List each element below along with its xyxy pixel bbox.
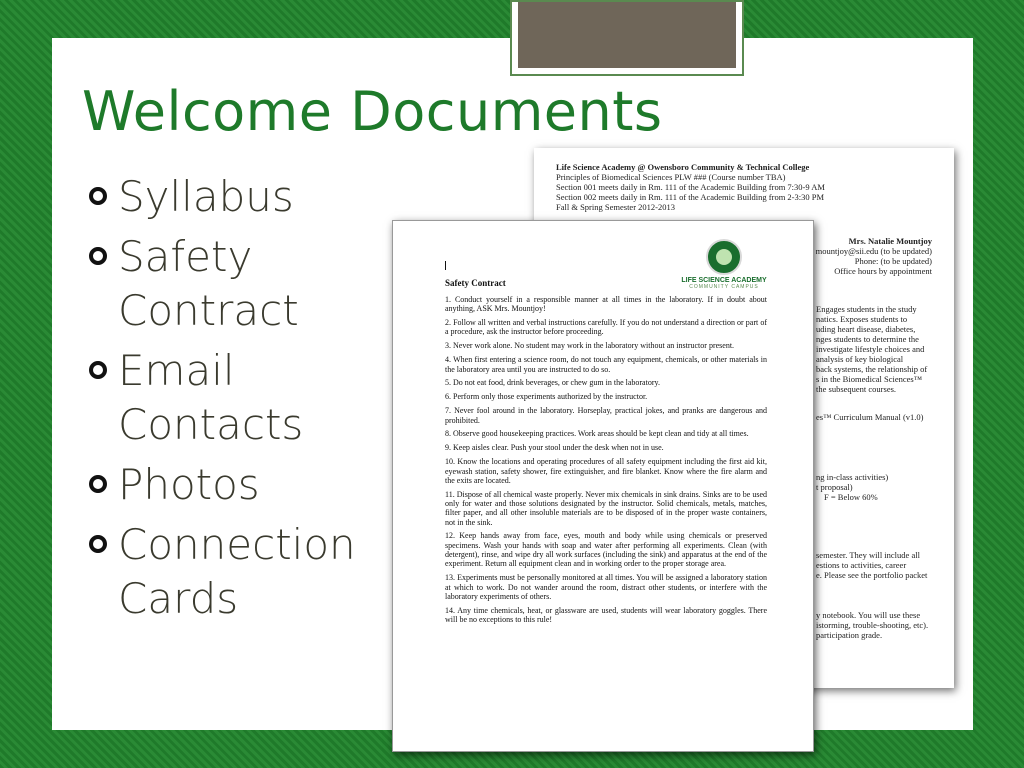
instructor-name: Mrs. Natalie Mountjoy	[848, 236, 932, 246]
syllabus-fragment: s in the Biomedical Sciences™	[816, 374, 923, 384]
syllabus-header	[556, 162, 825, 212]
circle-bullet-icon	[88, 474, 108, 494]
instructor-hours: Office hours by appointment	[834, 266, 932, 276]
safety-rule: 6. Perform only those experiments authorized by the instructor.	[445, 392, 648, 402]
photo-frame	[510, 0, 744, 76]
safety-contract-document	[392, 220, 814, 752]
syllabus-fragment: y notebook. You will use these	[816, 610, 921, 620]
bullet-syllabus	[88, 170, 388, 224]
logo-name: LIFE SCIENCE ACADEMY	[681, 277, 767, 284]
syllabus-fragment: natics. Exposes students to	[816, 314, 908, 324]
safety-rule: 4. When first entering a science room, do not touch any equipment, chemicals, or other materials in the laboratory area until you are instructed to do so.	[445, 355, 767, 374]
syllabus-fragment: nges students to determine the	[816, 334, 919, 344]
bullet-photos	[88, 458, 388, 512]
bullet-text: Email Contacts	[118, 346, 304, 449]
circle-bullet-icon	[88, 186, 108, 206]
syllabus-fragment: ng in-class activities)	[816, 472, 889, 482]
slide-title: Welcome Documents	[82, 80, 663, 143]
syllabus-header-line: Section 002 meets daily in Rm. 111 of the Academic Building from 2-3:30 PM	[556, 192, 825, 202]
syllabus-fragment: the subsequent courses.	[816, 384, 897, 394]
logo-subtitle: COMMUNITY CAMPUS	[689, 284, 759, 290]
syllabus-header-line: Principles of Biomedical Sciences PLW ### (Course number TBA)	[556, 172, 786, 182]
syllabus-fragment: F = Below 60%	[824, 492, 878, 502]
syllabus-header-line: Section 001 meets daily in Rm. 111 of the Academic Building from 7:30-9 AM	[556, 182, 825, 192]
bullet-text: Connection Cards	[118, 520, 356, 623]
safety-rule: 14. Any time chemicals, heat, or glassware are used, students will wear laboratory goggles. There will be no exceptions to this rule!	[445, 605, 767, 625]
syllabus-header-line: Fall & Spring Semester 2012-2013	[556, 202, 675, 212]
syllabus-fragment: istorming, trouble-shooting, etc).	[816, 620, 929, 630]
academy-logo-icon	[706, 239, 742, 275]
syllabus-fragment: analysis of key biological	[816, 354, 904, 364]
safety-rule: 2. Follow all written and verbal instructions carefully. If you do not understand a direction or part of a procedure, ask the instructor before proceeding.	[445, 318, 767, 337]
bullet-text: Photos	[118, 460, 260, 509]
syllabus-fragment: investigate lifestyle choices and	[816, 344, 925, 354]
bullet-connection-cards	[88, 518, 388, 626]
syllabus-fragment: es™ Curriculum Manual (v1.0)	[816, 412, 924, 422]
syllabus-fragment: semester. They will include all	[816, 550, 920, 560]
syllabus-fragment: participation grade.	[816, 630, 883, 640]
bullet-text: Syllabus	[118, 172, 294, 221]
syllabus-fragment: t proposal)	[816, 482, 853, 492]
bullet-text: Safety Contract	[118, 232, 299, 335]
safety-rule: 13. Experiments must be personally monitored at all times. You will be assigned a laboratory station at which to work. Do not wander around the room, distract other students, or interfere with the laboratory experiments of others.	[445, 573, 767, 601]
safety-rules-list	[445, 295, 767, 629]
instructor-phone: Phone: (to be updated)	[854, 256, 932, 266]
syllabus-fragment: back systems, the relationship of	[816, 364, 928, 374]
safety-rule: 3. Never work alone. No student may work in the laboratory without an instructor present.	[445, 341, 735, 351]
circle-bullet-icon	[88, 534, 108, 554]
text-cursor	[445, 261, 446, 270]
syllabus-fragment: estions to activities, career	[816, 560, 907, 570]
safety-rule: 8. Observe good housekeeping practices. Work areas should be kept clean and tidy at all times.	[445, 429, 749, 439]
safety-rule: 10. Know the locations and operating procedures of all safety equipment including the first aid kit, eyewash station, safety shower, fire extinguisher, and fire blanket. Know where the fire alarm and the exits are located.	[445, 457, 767, 485]
safety-rule: 1. Conduct yourself in a responsible manner at all times in the laboratory. If in doubt about anything, ASK Mrs. Mountjoy!	[445, 295, 767, 314]
syllabus-fragment: e. Please see the portfolio packet	[816, 570, 928, 580]
circle-bullet-icon	[88, 360, 108, 380]
bullet-list	[88, 170, 388, 632]
life-science-academy-logo	[679, 239, 769, 290]
bullet-email-contacts	[88, 344, 388, 452]
bullet-safety-contract	[88, 230, 388, 338]
syllabus-fragment: uding heart disease, diabetes,	[816, 324, 916, 334]
syllabus-fragment: Engages students in the study	[816, 304, 917, 314]
circle-bullet-icon	[88, 246, 108, 266]
instructor-email: mountjoy@sii.edu (to be updated)	[815, 246, 932, 256]
safety-rule: 12. Keep hands away from face, eyes, mouth and body while using chemicals or preserved specimens. Wash your hands with soap and water after performing all experiments. Clean (with detergent), rinse, and wipe dry all work surfaces (including the sink) and apparatus at the end of the experiment. Return all equipment clean and in working order to the proper storage area.	[445, 531, 767, 569]
photo-placeholder	[518, 2, 736, 68]
safety-rule: 5. Do not eat food, drink beverages, or chew gum in the laboratory.	[445, 378, 660, 388]
safety-contract-heading: Safety Contract	[445, 278, 506, 288]
safety-rule: 7. Never fool around in the laboratory. Horseplay, practical jokes, and pranks are dangerous and prohibited.	[445, 406, 767, 425]
safety-rule: 11. Dispose of all chemical waste properly. Never mix chemicals in sink drains. Sinks are to be used only for water and those solutions designated by the instructor. Solid chemicals, metals, matches, filter paper, and all other insoluble materials are to be disposed of in the proper waste containers, not in the sink.	[445, 489, 767, 527]
syllabus-header-line: Life Science Academy @ Owensboro Community & Technical College	[556, 162, 810, 172]
safety-rule: 9. Keep aisles clear. Push your stool under the desk when not in use.	[445, 443, 664, 453]
